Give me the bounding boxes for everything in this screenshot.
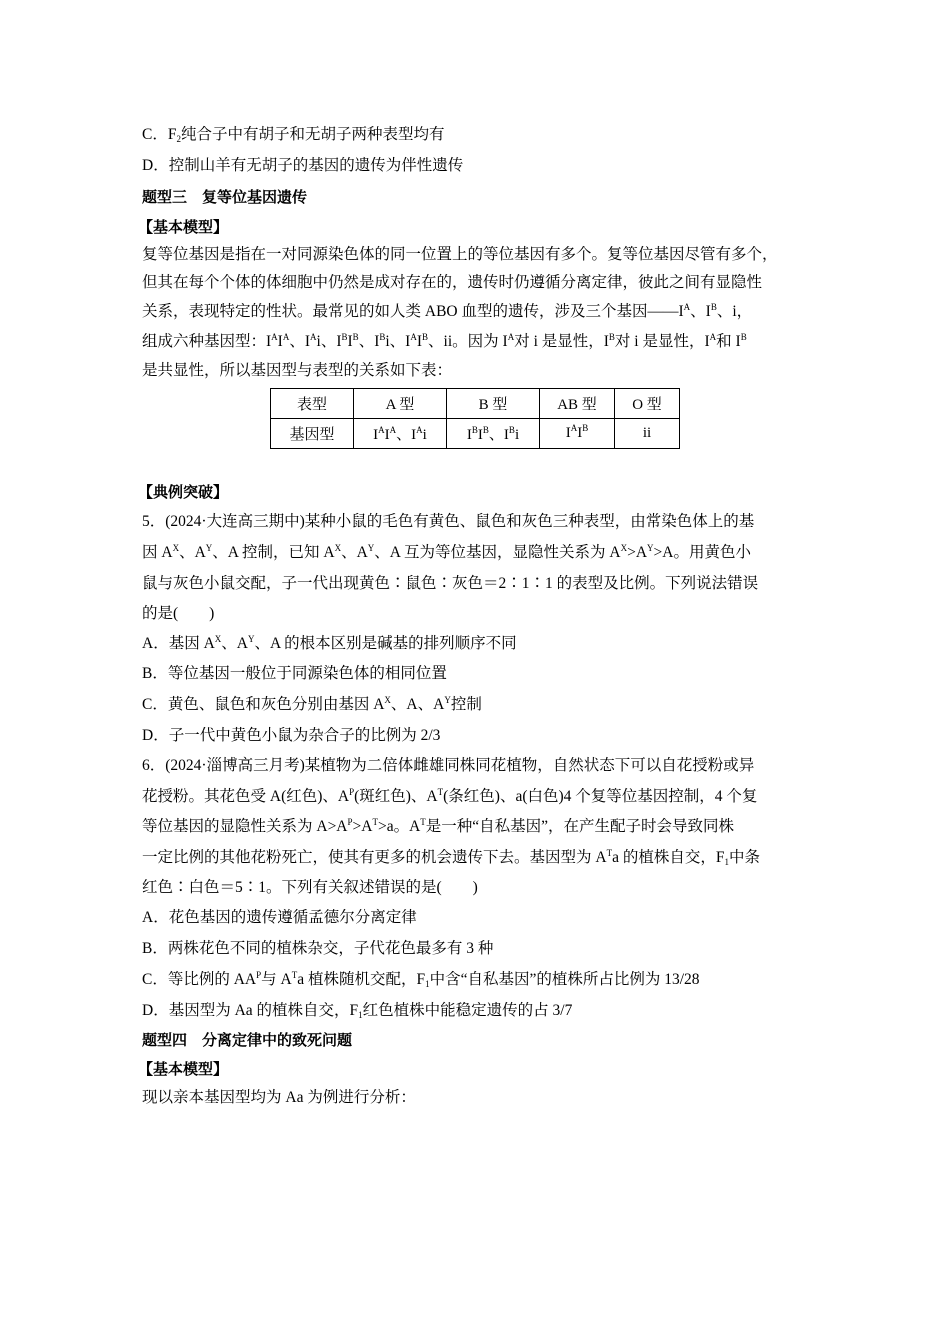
table-row <box>271 419 680 449</box>
q5-stem-line3: 鼠与灰色小鼠交配，子一代出现黄色∶鼠色∶灰色＝2∶1∶1 的表型及比例。下列说法错误 <box>142 575 759 592</box>
q5-stem-line4: 的是( ) <box>142 605 215 622</box>
q5-option-a: A．基因 $A^X$、$A^Y$、A 的根本区别是碱基的排列顺序不同 <box>142 634 517 652</box>
table-cell-b: $I^BI^B$、$I^Bi$ <box>447 419 540 449</box>
table-header-row <box>271 389 680 419</box>
section3-para-line4: 组成六种基因型：$I^AI^A$、$I^Ai$、$I^BI^B$、$I^Bi$、$I^AI^B$、ii。因为 $I^A$对 i 是显性，$I^B$对 i 是显性，$I^A$和 $I^B$ <box>142 332 747 350</box>
table-header-cell: AB 型 <box>540 389 615 419</box>
q5-option-b: B．等位基因一般位于同源染色体的相同位置 <box>142 665 447 682</box>
q4-option-d: D．控制山羊有无胡子的基因的遗传为伴性遗传 <box>142 157 464 174</box>
section3-title: 题型三 复等位基因遗传 <box>142 188 308 206</box>
table-header-cell: 表型 <box>271 389 354 419</box>
q6-stem-line2: 花授粉。其花色受 A(红色)、$A^P$(斑红色)、$A^T$(条红色)、a(白色)4 个复等位基因控制，4 个复 <box>142 787 758 805</box>
section3-para-line5: 是共显性，所以基因型与表型的关系如下表： <box>142 362 453 379</box>
section4-title: 题型四 分离定律中的致死问题 <box>142 1031 353 1049</box>
example-label: 【典例突破】 <box>138 483 229 501</box>
q6-stem-line1: 6．(2024·淄博高三月考)某植物为二倍体雌雄同株同花植物，自然状态下可以自花授粉或异 <box>142 757 755 774</box>
q6-option-a: A．花色基因的遗传遵循孟德尔分离定律 <box>142 909 417 926</box>
table-cell-ab: $I^AI^B$ <box>540 419 615 449</box>
q6-stem-line3: 等位基因的显隐性关系为 $A>A^P>A^T>a$。$A^T$是一种“自私基因”，在产生配子时会导致同株 <box>142 817 735 835</box>
section4-model-label: 【基本模型】 <box>138 1060 229 1078</box>
q6-option-d: D．基因型为 Aa 的植株自交，$F_1$红色植株中能稳定遗传的占 3/7 <box>142 1002 573 1020</box>
q4-option-c: C．$F_2$纯合子中有胡子和无胡子两种表型均有 <box>142 126 445 144</box>
table-header-cell: B 型 <box>447 389 540 419</box>
table-cell-a: $I^AI^A$、$I^Ai$ <box>354 419 447 449</box>
q5-stem-line1: 5．(2024·大连高三期中)某种小鼠的毛色有黄色、鼠色和灰色三种表型，由常染色体上的基 <box>142 513 755 530</box>
table-header-cell: O 型 <box>615 389 680 419</box>
table-header-cell: A 型 <box>354 389 447 419</box>
section3-model-label: 【基本模型】 <box>138 218 229 236</box>
q5-stem-line2: 因 $A^X$、$A^Y$、A 控制，已知 $A^X$、$A^Y$、A 互为等位基因，显隐性关系为 $A^X>A^Y>A$。用黄色小 <box>142 543 751 561</box>
genotype-phenotype-table <box>270 388 680 449</box>
q5-option-c: C．黄色、鼠色和灰色分别由基因 $A^X$、A、$A^Y$控制 <box>142 695 482 713</box>
table-row-label: 基因型 <box>271 419 354 449</box>
section3-para-line3: 关系，表现特定的性状。最常见的如人类 ABO 血型的遗传，涉及三个基因$——I^A$、$I^B$、i， <box>142 302 753 320</box>
section4-intro: 现以亲本基因型均为 Aa 为例进行分析： <box>142 1089 416 1106</box>
table-cell-o: ii <box>615 419 680 449</box>
q6-stem-line4: 一定比例的其他花粉死亡，使其有更多的机会遗传下去。基因型为 $A^Ta$ 的植株自交，$F_1$中条 <box>142 848 760 867</box>
section3-para-line2: 但其在每个个体的体细胞中仍然是成对存在的，遗传时仍遵循分离定律，彼此之间有显隐性 <box>142 274 763 291</box>
q6-option-b: B．两株花色不同的植株杂交，子代花色最多有 3 种 <box>142 940 494 957</box>
section3-para-line1: 复等位基因是指在一对同源染色体的同一位置上的等位基因有多个。复等位基因尽管有多个， <box>142 246 778 263</box>
q6-stem-line5: 红色∶白色＝5∶1。下列有关叙述错误的是( ) <box>142 879 478 896</box>
q5-option-d: D．子一代中黄色小鼠为杂合子的比例为 2/3 <box>142 727 441 744</box>
q6-option-c: C．等比例的 $AA^P$与 $A^Ta$ 植株随机交配，$F_1$中含“自私基因”的植株所占比例为 13/28 <box>142 970 700 989</box>
